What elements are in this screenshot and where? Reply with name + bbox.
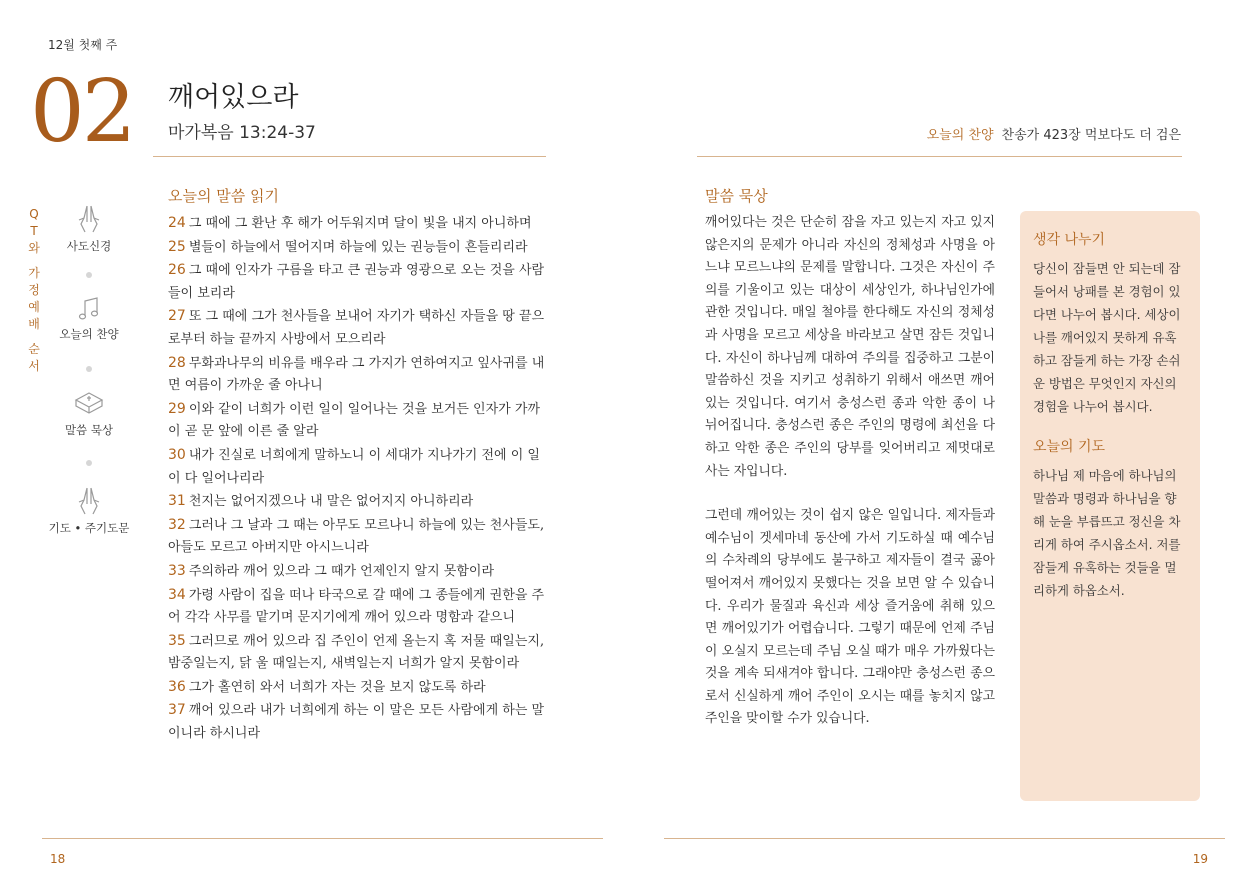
nav-separator-dot xyxy=(86,366,92,372)
verse-text: 무화과나무의 비유를 배우라 그 가지가 연하여지고 잎사귀를 내면 여름이 가까운 줄 아나니 xyxy=(168,355,545,394)
verse-text: 깨어 있으라 내가 너희에게 하는 이 말은 모든 사람에게 하는 말이니라 하시니라 xyxy=(168,703,545,742)
prayer-heading: 오늘의 기도 xyxy=(1033,439,1106,455)
verse-number: 35 xyxy=(168,632,186,649)
verse-number: 29 xyxy=(168,400,186,417)
meditation-paragraph: 깨어있다는 것은 단순히 잠을 자고 있는지 자고 있지 않은지의 문제가 아니라 자신의 정체성과 사명을 아느냐 모르느냐의 문제를 말합니다. 그것은 자신이 주의를 기울이고 있는 대상이 세상인가, 하나님인가에 관한 것입니다. 매일 철야를 한다해도 자신의 정체성과 사명을 모르고 세상을 바라보고 살면 잠든 것입니다. 자신이 하나님께 대하여 주의를 집중하고 그분이 말씀하신 것을 지키고 성취하기 위해서 애쓰면 깨어있는 것입니다. 여기서 충성스런 종과 악한 종이 나뉘어집니다. 충성스런 종은 주인의 명령에 최선을 다하고 악한 종은 주인의 당부를 잊어버리고 제멋대로 사는 자입니다. xyxy=(705,215,995,479)
verse xyxy=(168,352,548,398)
vertical-char: 서 xyxy=(28,359,40,373)
verse-number: 30 xyxy=(168,446,186,463)
scripture-reference: 마가복음 13:24-37 xyxy=(168,123,316,143)
nav-item-meditation xyxy=(48,390,130,438)
meditation-paragraph: 그런데 깨어있는 것이 쉽지 않은 일입니다. 제자들과 예수님이 겟세마네 동산에 가서 기도하실 때 예수님의 수차례의 당부에도 불구하고 제자들이 결국 곯아떨어져서 깨어있지 못했다는 것을 보면 알 수 있습니다. 우리가 물질과 육신과 세상 즐거움에 취해 있으면 깨어있기가 어렵습니다. 그렇기 때문에 언제 주님이 오실지 모르는데 주님 오실 때가 매우 가까웠다는 것을 계속 되새겨야 합니다. 그래야만 충성스런 종으로서 신실하게 깨어 주인이 오시는 때를 놓치지 않고 주인을 맞이할 수가 있습니다. xyxy=(705,508,995,727)
sharing-heading: 생각 나누기 xyxy=(1033,232,1106,248)
vertical-char: 예 xyxy=(28,300,40,314)
verse-number: 24 xyxy=(168,215,186,231)
praying-hands-icon xyxy=(75,204,103,234)
nav-label: 기도 • 주기도문 xyxy=(48,521,130,535)
verse-number: 26 xyxy=(168,262,186,279)
hymn-of-day xyxy=(927,124,1181,143)
verse-number: 34 xyxy=(168,586,186,603)
nav-label: 오늘의 찬양 xyxy=(59,327,119,341)
week-label: 12월 첫째 주 xyxy=(48,38,118,52)
meditation-body xyxy=(705,212,995,753)
page-number-left: 18 xyxy=(50,852,66,866)
verse xyxy=(168,676,548,700)
reading-heading: 오늘의 말씀 읽기 xyxy=(168,187,279,205)
vertical-char: T xyxy=(30,224,38,238)
divider-bottom-left xyxy=(42,838,603,839)
prayer-text: 하나님 제 마음에 하나님의 말씀과 명령과 하나님을 향해 눈을 부릅뜨고 정신을 차리게 하여 주시옵소서. 저를 잠들게 유혹하는 것들을 멀리하게 하옵소서. xyxy=(1033,468,1181,598)
hymn-label: 오늘의 찬양 xyxy=(926,128,994,143)
page-title: 깨어있으라 xyxy=(168,82,299,113)
verse-text: 또 그 때에 그가 천사들을 보내어 자기가 택하신 자들을 땅 끝으로부터 하늘 끝까지 사방에서 모으리라 xyxy=(168,309,545,347)
vertical-char: Q xyxy=(29,207,39,221)
sharing-text: 당신이 잠들면 안 되는데 잠들어서 낭패를 본 경험이 있다면 나누어 봅시다. 세상이 나를 깨어있지 못하게 유혹하고 잠들게 하는 가장 손쉬운 방법은 무엇인지 자신의 경험을 나누어 봅시다. xyxy=(1033,261,1181,414)
verse xyxy=(168,259,548,305)
verse xyxy=(168,236,548,260)
vertical-char: 배 xyxy=(28,317,40,331)
verse-text: 천지는 없어지겠으나 내 말은 없어지지 아니하리라 xyxy=(188,494,474,510)
verse-text: 이와 같이 너희가 이런 일이 일어나는 것을 보거든 인자가 가까이 곧 문 앞에 이른 줄 알라 xyxy=(168,401,540,440)
bible-icon xyxy=(73,390,105,418)
verse xyxy=(168,630,548,676)
verse-text: 내가 진실로 너희에게 말하노니 이 세대가 지나가기 전에 이 일이 다 일어나리라 xyxy=(168,447,540,486)
verse-text: 가령 사람이 집을 떠나 타국으로 갈 때에 그 종들에게 권한을 주어 각각 사무를 맡기며 문지기에게 깨어 있으라 명함과 같으니 xyxy=(168,587,545,626)
vertical-char: 와 xyxy=(28,241,40,255)
vertical-section-title xyxy=(26,206,42,375)
meditation-heading: 말씀 묵상 xyxy=(705,187,768,205)
hymn-value: 찬송가 423장 먹보다도 더 검은 xyxy=(1001,128,1181,143)
verse-number: 37 xyxy=(168,702,186,719)
verse-number: 25 xyxy=(168,238,186,255)
verse-number: 31 xyxy=(168,493,186,510)
verse-text: 별들이 하늘에서 떨어지며 하늘에 있는 권능들이 흔들리리라 xyxy=(188,239,528,255)
nav-item-prayer xyxy=(48,486,130,536)
verse-list xyxy=(168,212,548,746)
vertical-char: 정 xyxy=(28,283,40,297)
nav-label: 사도신경 xyxy=(66,239,112,253)
divider-top-right xyxy=(697,156,1182,157)
verse xyxy=(168,560,548,584)
verse xyxy=(168,584,548,630)
verse-text: 그 때에 그 환난 후 해가 어두워지며 달이 빛을 내지 아니하며 xyxy=(188,216,532,231)
praying-hands-icon xyxy=(75,486,103,516)
verse-number: 27 xyxy=(168,308,186,325)
verse xyxy=(168,514,548,560)
divider-bottom-right xyxy=(664,838,1225,839)
verse-text: 그러므로 깨어 있으라 집 주인이 언제 올는지 혹 저물 때일는지, 밤중일는지, 닭 울 때일는지, 새벽일는지 너희가 알지 못함이라 xyxy=(168,633,545,672)
nav-separator-dot xyxy=(86,460,92,466)
verse-text: 그 때에 인자가 구름을 타고 큰 권능과 영광으로 오는 것을 사람들이 보리라 xyxy=(168,263,545,301)
verse xyxy=(168,490,548,514)
verse xyxy=(168,398,548,444)
day-number: 02 xyxy=(30,62,134,162)
nav-item-hymn xyxy=(48,296,130,342)
verse xyxy=(168,212,548,236)
page-number-right: 19 xyxy=(1192,852,1208,866)
vertical-char: 순 xyxy=(28,342,40,356)
verse-number: 36 xyxy=(168,678,186,695)
verse-number: 32 xyxy=(168,516,186,533)
nav-label: 말씀 묵상 xyxy=(64,423,114,437)
music-note-icon xyxy=(76,296,102,322)
verse-text: 그러나 그 날과 그 때는 아무도 모르나니 하늘에 있는 천사들도, 아들도 모르고 아버지만 아시느니라 xyxy=(168,517,545,556)
verse xyxy=(168,305,548,351)
verse-text: 주의하라 깨어 있으라 그 때가 언제인지 알지 못함이라 xyxy=(188,563,495,579)
divider-top-left xyxy=(153,156,546,157)
nav-item-creed xyxy=(48,204,130,254)
verse xyxy=(168,444,548,490)
reflection-box xyxy=(1020,211,1200,801)
verse xyxy=(168,699,548,745)
verse-number: 28 xyxy=(168,354,186,371)
verse-text: 그가 홀연히 와서 너희가 자는 것을 보지 않도록 하라 xyxy=(188,679,486,695)
nav-separator-dot xyxy=(86,272,92,278)
vertical-char: 가 xyxy=(28,266,40,280)
verse-number: 33 xyxy=(168,562,186,579)
